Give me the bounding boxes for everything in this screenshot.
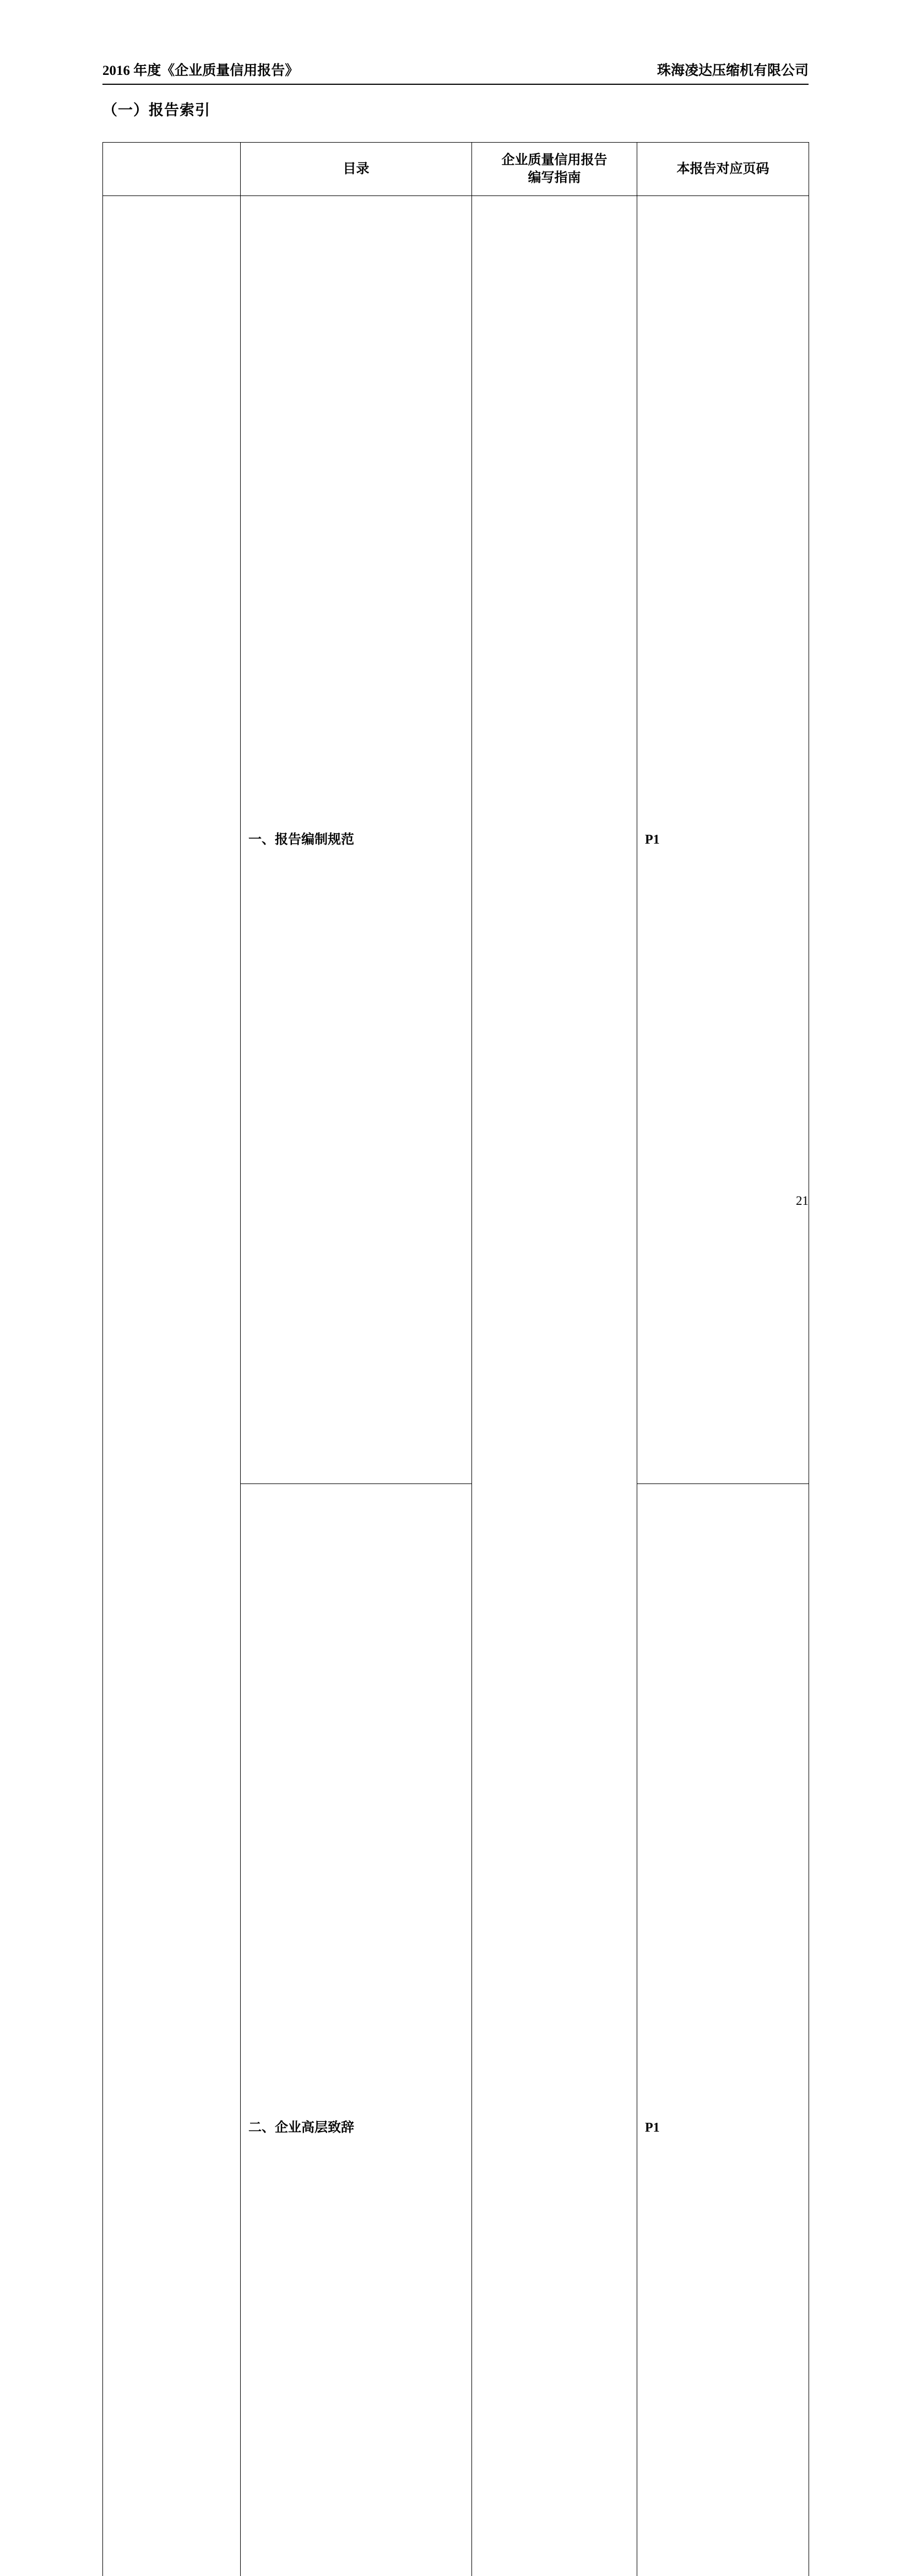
- table-cell-guide: [472, 196, 637, 2576]
- page-header: [102, 59, 809, 85]
- table-body: [103, 196, 809, 2576]
- header-left-text: 2016 年度《企业质量信用报告》: [102, 59, 299, 79]
- report-index-table-wrapper: [102, 142, 809, 2576]
- column-header-guide: [472, 143, 637, 196]
- report-index-table: [102, 142, 809, 2576]
- table-cell-item: 一、报告编制规范: [241, 196, 472, 1484]
- header-right-text: 珠海凌达压缩机有限公司: [657, 59, 809, 79]
- page-title: （一）报告索引: [102, 98, 210, 119]
- column-header-guide-line1: 企业质量信用报告: [480, 151, 629, 169]
- table-head: [103, 143, 809, 196]
- table-cell-page: P1: [637, 1484, 809, 2576]
- table-cell-item: 二、企业高层致辞: [241, 1484, 472, 2576]
- table-cell-page: P1: [637, 196, 809, 1484]
- column-header-guide-line2: 编写指南: [480, 169, 629, 187]
- column-header-catalog: 目录: [241, 143, 472, 196]
- table-row: [103, 196, 809, 1484]
- table-header-row: [103, 143, 809, 196]
- footer-page-number: 21: [0, 1194, 809, 1208]
- column-header-part: [103, 143, 241, 196]
- table-cell-part: [103, 196, 241, 2576]
- column-header-page: 本报告对应页码: [637, 143, 809, 196]
